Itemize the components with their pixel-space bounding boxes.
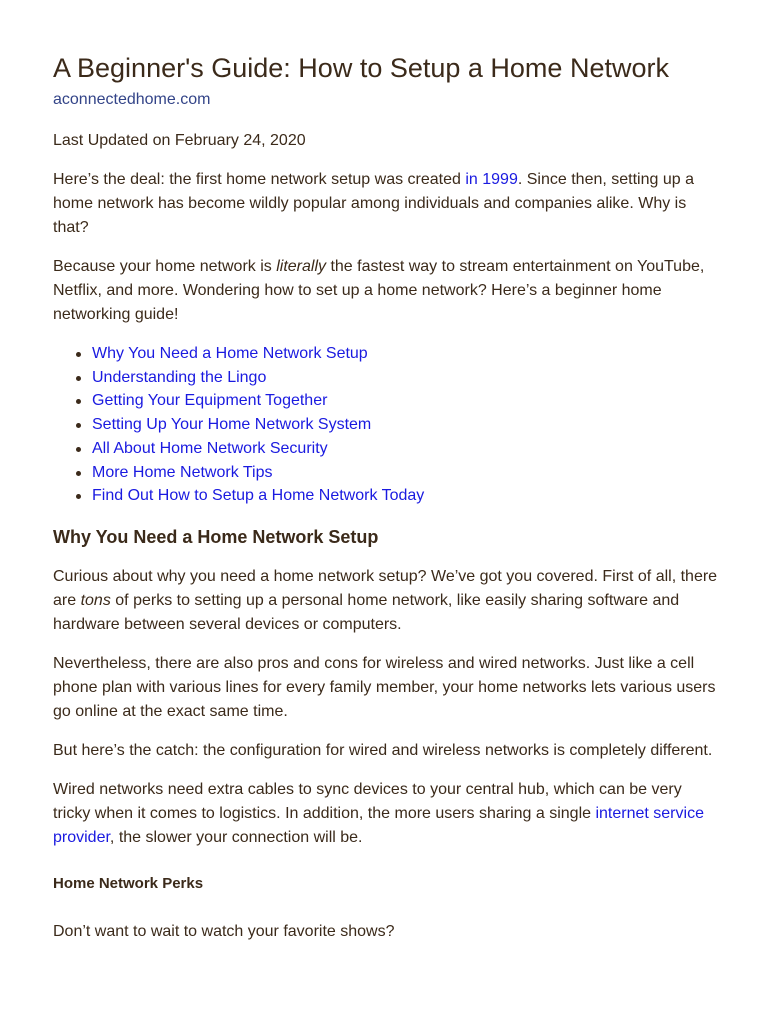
section-1-text-after: of perks to setting up a personal home network, like easily sharing software and hardware between several devices or computers. (53, 591, 680, 633)
bullet-icon (76, 447, 81, 452)
bullet-icon (76, 471, 81, 476)
isp-link[interactable]: internet service provider (53, 804, 704, 846)
section-paragraph-2: Nevertheless, there are also pros and cons for wireless and wired networks. Just like a cell phone plan with various lines for every family member, your home networks lets various users go online at the exact same time. (53, 654, 716, 720)
toc-link-security[interactable]: All About Home Network Security (92, 439, 328, 457)
intro-2-text-before: Because your home network is (53, 258, 277, 275)
section-paragraph-1 (53, 565, 718, 637)
toc-item (92, 461, 718, 485)
toc-item (92, 366, 718, 390)
bullet-icon (76, 376, 81, 381)
table-of-contents (53, 342, 718, 508)
intro-1-text-after: . Since then, setting up a home network has become wildly popular among individuals and companies alike. Why is that? (53, 171, 694, 236)
article-title: A Beginner's Guide: How to Setup a Home Network (53, 53, 669, 83)
intro-2-text-after: the fastest way to stream entertainment on YouTube, Netflix, and more. Wondering how to set up a home network? Here’s a beginner home networking guide! (53, 258, 705, 323)
section-paragraph-5: Don’t want to wait to watch your favorite shows? (53, 922, 395, 940)
toc-item (92, 342, 718, 366)
section-1-text-before: Curious about why you need a home network setup? We’ve got you covered. First of all, there are (53, 567, 718, 609)
intro-paragraph-2 (53, 255, 718, 327)
toc-link-why-you-need[interactable]: Why You Need a Home Network Setup (92, 345, 368, 362)
toc-link-lingo[interactable]: Understanding the Lingo (92, 368, 267, 386)
toc-item (92, 484, 718, 508)
bullet-icon (76, 423, 81, 428)
last-updated: Last Updated on February 24, 2020 (53, 132, 306, 149)
in-1999-link[interactable]: in 1999 (465, 171, 518, 188)
intro-1-text-before: Here’s the deal: the first home network setup was created (53, 171, 466, 188)
intro-paragraph-1 (53, 168, 718, 240)
subsection-heading: Home Network Perks (53, 874, 204, 892)
toc-link-setting-up[interactable]: Setting Up Your Home Network System (92, 416, 372, 434)
section-1-emphasis: tons (80, 591, 111, 609)
toc-link-find-out[interactable]: Find Out How to Setup a Home Network Today (92, 487, 425, 505)
bullet-icon (76, 494, 81, 499)
section-4-text-after: , the slower your connection will be. (109, 828, 363, 846)
toc-item (92, 437, 718, 461)
toc-item (92, 413, 718, 437)
section-heading: Why You Need a Home Network Setup (53, 526, 379, 547)
section-paragraph-3: But here’s the catch: the configuration for wired and wireless networks is completely different. (53, 741, 713, 759)
toc-item (92, 389, 718, 413)
intro-2-emphasis: literally (276, 258, 327, 275)
toc-link-more-tips[interactable]: More Home Network Tips (92, 463, 273, 481)
source-link[interactable]: aconnectedhome.com (53, 91, 211, 108)
section-paragraph-4 (53, 778, 718, 850)
bullet-icon (76, 352, 81, 357)
bullet-icon (76, 399, 81, 404)
section-4-text-before: Wired networks need extra cables to sync devices to your central hub, which can be very tricky when it comes to logistics. In addition, the more users sharing a single (53, 780, 682, 822)
toc-link-equipment[interactable]: Getting Your Equipment Together (92, 392, 328, 410)
